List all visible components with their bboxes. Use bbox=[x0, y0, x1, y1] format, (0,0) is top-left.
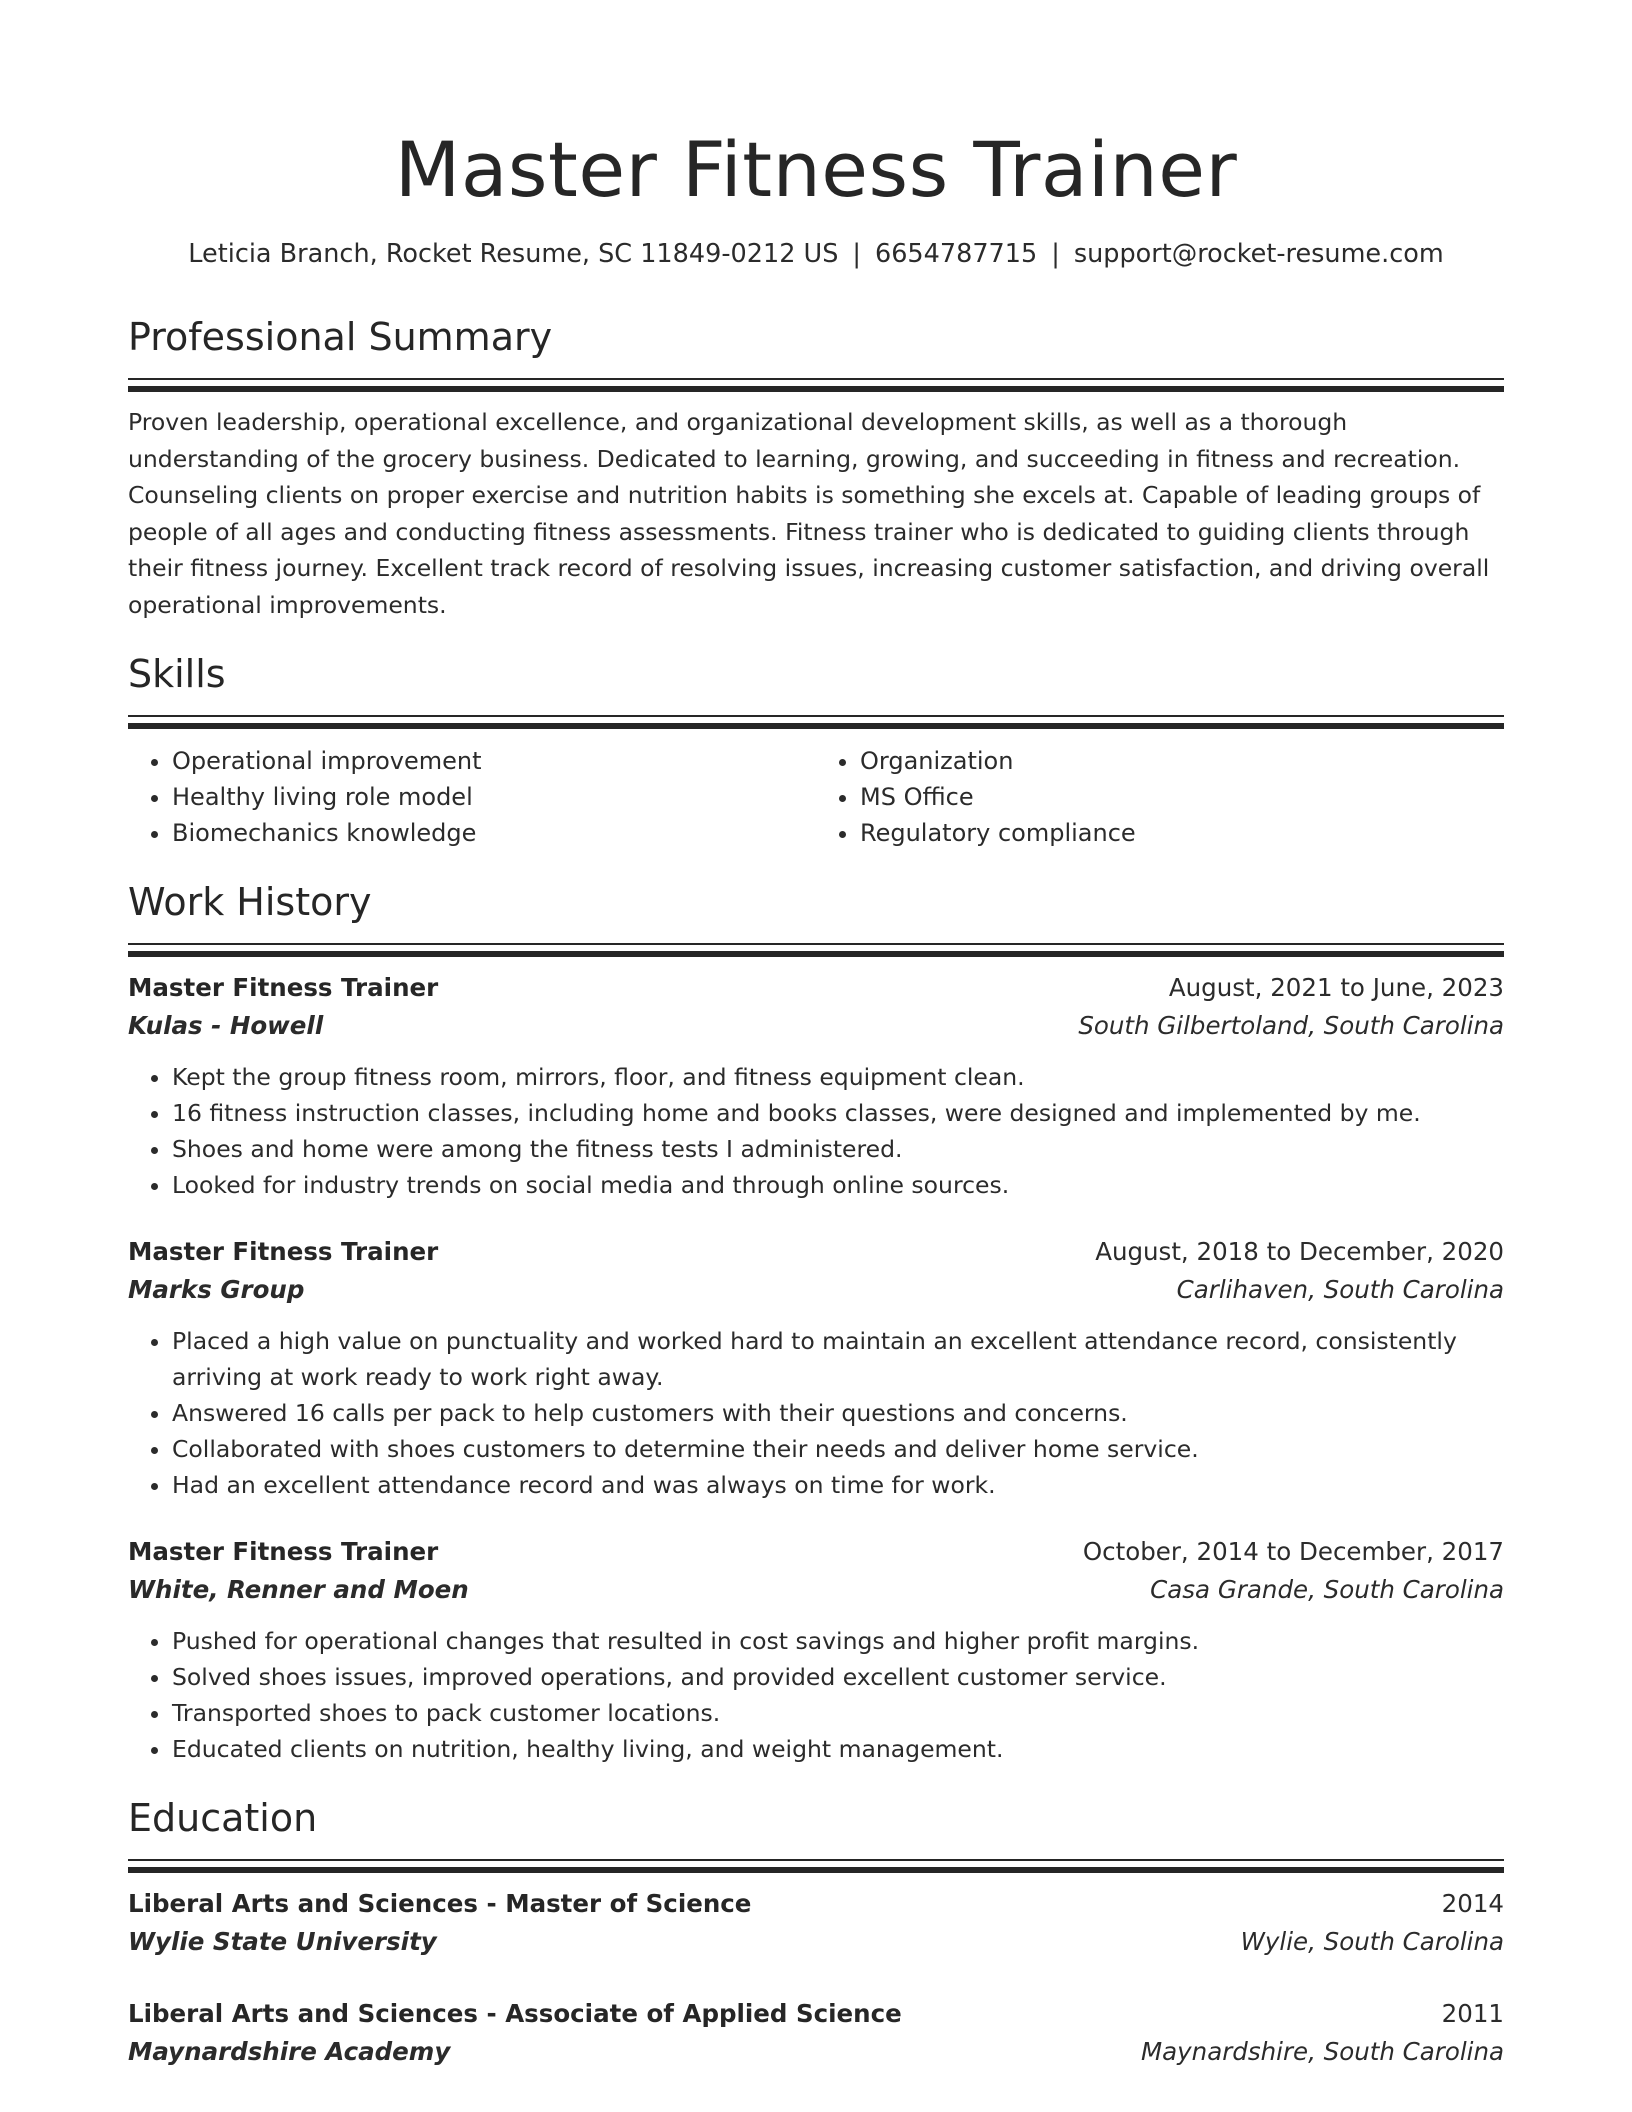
job-dates: August, 2021 to June, 2023 bbox=[1168, 973, 1504, 1002]
job-dates: October, 2014 to December, 2017 bbox=[1082, 1537, 1504, 1566]
job-company: Marks Group bbox=[128, 1275, 305, 1304]
skill-item: • Healthy living role model bbox=[172, 779, 816, 815]
contact-email: support@rocket-resume.com bbox=[1073, 239, 1444, 269]
contact-line bbox=[128, 236, 1504, 272]
job-location: Carlihaven, South Carolina bbox=[1176, 1275, 1504, 1304]
list-item: • Kept the group fitness room, mirrors, floor, and fitness equipment clean. bbox=[172, 1059, 1504, 1095]
education-year: 2014 bbox=[1441, 1889, 1504, 1918]
section-divider bbox=[128, 378, 1504, 392]
list-item: • Answered 16 calls per pack to help customers with their questions and concerns. bbox=[172, 1395, 1504, 1431]
skill-item: • Biomechanics knowledge bbox=[172, 815, 816, 851]
list-item: • Looked for industry trends on social media and through online sources. bbox=[172, 1167, 1504, 1203]
job-entry bbox=[128, 1533, 1504, 1767]
job-bullets bbox=[128, 1059, 1504, 1203]
list-item: • Placed a high value on punctuality and worked hard to maintain an excellent attendance record, consistently arriving at work ready to work right away. bbox=[172, 1323, 1504, 1395]
summary-section bbox=[128, 312, 1504, 623]
skills-section bbox=[128, 649, 1504, 851]
skills-column-left bbox=[128, 743, 816, 851]
section-divider bbox=[128, 943, 1504, 957]
list-item: • Solved shoes issues, improved operations, and provided excellent customer service. bbox=[172, 1659, 1504, 1695]
contact-address: Leticia Branch, Rocket Resume, SC 11849-0212 US bbox=[188, 239, 839, 269]
job-title: Master Fitness Trainer bbox=[128, 1537, 439, 1566]
section-divider bbox=[128, 715, 1504, 729]
job-dates: August, 2018 to December, 2020 bbox=[1095, 1237, 1504, 1266]
education-school: Maynardshire Academy bbox=[128, 2037, 451, 2066]
education-degree: Liberal Arts and Sciences - Master of Science bbox=[128, 1889, 752, 1918]
education-entry bbox=[128, 1995, 1504, 2071]
contact-phone: 6654787715 bbox=[874, 239, 1038, 269]
skills-column-right bbox=[816, 743, 1504, 851]
job-title: Master Fitness Trainer bbox=[128, 1237, 439, 1266]
contact-separator: | bbox=[1051, 239, 1060, 269]
section-divider bbox=[128, 1859, 1504, 1873]
work-history-section bbox=[128, 877, 1504, 1767]
education-location: Maynardshire, South Carolina bbox=[1141, 2037, 1504, 2066]
section-heading-work-history: Work History bbox=[128, 880, 372, 924]
skill-item: • Regulatory compliance bbox=[860, 815, 1504, 851]
skills-list bbox=[128, 743, 1504, 851]
job-entry bbox=[128, 969, 1504, 1203]
list-item: • Educated clients on nutrition, healthy living, and weight management. bbox=[172, 1731, 1504, 1767]
list-item: • Had an excellent attendance record and was always on time for work. bbox=[172, 1467, 1504, 1503]
job-bullets bbox=[128, 1323, 1504, 1503]
skill-item: • Operational improvement bbox=[172, 743, 816, 779]
list-item: • Transported shoes to pack customer locations. bbox=[172, 1695, 1504, 1731]
education-section bbox=[128, 1793, 1504, 2071]
education-year: 2011 bbox=[1441, 1999, 1504, 2028]
summary-text: Proven leadership, operational excellence, and organizational development skills, as well as a thorough understanding of the grocery business. Dedicated to learning, growing, and succeeding in fitness and recreation. Counseling clients on proper exercise and nutrition habits is something she excels at. Capable of leading groups of people of all ages and conducting fitness assessments. Fitness trainer who is dedicated to guiding clients through their fitness journey. Excellent track record of resolving issues, increasing customer satisfaction, and driving overall operational improvements. bbox=[128, 408, 1490, 619]
list-item: • Pushed for operational changes that resulted in cost savings and higher profit margins. bbox=[172, 1623, 1504, 1659]
skill-item: • Organization bbox=[860, 743, 1504, 779]
contact-separator: | bbox=[852, 239, 861, 269]
page-title: Master Fitness Trainer bbox=[394, 125, 1238, 214]
skill-item: • MS Office bbox=[860, 779, 1504, 815]
job-location: South Gilbertoland, South Carolina bbox=[1078, 1011, 1504, 1040]
job-entry bbox=[128, 1233, 1504, 1503]
list-item: • Collaborated with shoes customers to determine their needs and deliver home service. bbox=[172, 1431, 1504, 1467]
education-school: Wylie State University bbox=[128, 1927, 437, 1956]
education-entry bbox=[128, 1885, 1504, 1961]
section-heading-summary: Professional Summary bbox=[128, 315, 553, 359]
education-location: Wylie, South Carolina bbox=[1240, 1927, 1504, 1956]
job-location: Casa Grande, South Carolina bbox=[1150, 1575, 1504, 1604]
education-degree: Liberal Arts and Sciences - Associate of Applied Science bbox=[128, 1999, 902, 2028]
job-company: Kulas - Howell bbox=[128, 1011, 324, 1040]
job-company: White, Renner and Moen bbox=[128, 1575, 469, 1604]
list-item: • 16 fitness instruction classes, including home and books classes, were designed and implemented by me. bbox=[172, 1095, 1504, 1131]
job-bullets bbox=[128, 1623, 1504, 1767]
job-title: Master Fitness Trainer bbox=[128, 973, 439, 1002]
list-item: • Shoes and home were among the fitness tests I administered. bbox=[172, 1131, 1504, 1167]
section-heading-education: Education bbox=[128, 1796, 318, 1840]
section-heading-skills: Skills bbox=[128, 652, 226, 696]
